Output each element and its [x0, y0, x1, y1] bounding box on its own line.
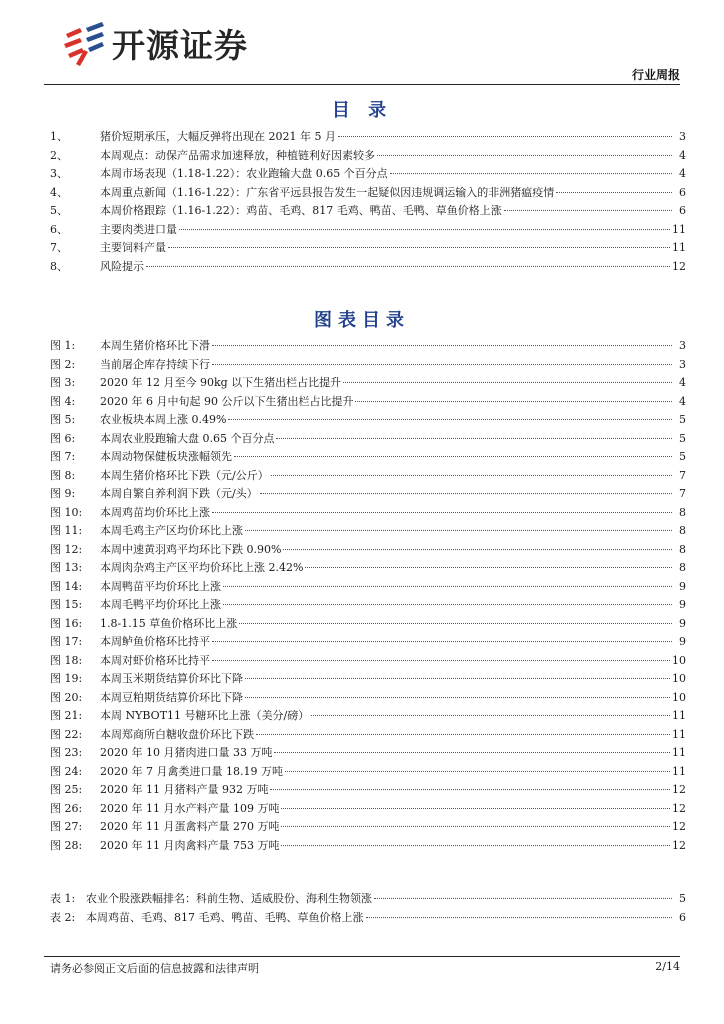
- figure-entry[interactable]: [50, 744, 686, 763]
- dot-leader: [355, 401, 672, 402]
- figure-entry-number: 图 12:: [50, 542, 83, 556]
- toc-entry[interactable]: [50, 202, 686, 221]
- figure-entry-number: 图 14:: [50, 579, 83, 593]
- figure-entry-number: 图 25:: [50, 783, 83, 796]
- dot-leader: [390, 173, 672, 174]
- figure-entry-title[interactable]: 2020 年 11 月肉禽料产量 753 万吨: [100, 838, 280, 852]
- figure-entry[interactable]: [50, 726, 686, 745]
- toc-entry-number: 7、: [50, 241, 68, 254]
- dot-leader: [146, 266, 670, 267]
- toc-entry-title[interactable]: 本周市场表现（1.18-1.22）：农业跑输大盘 0.65 个百分点: [100, 167, 388, 180]
- company-name: 开源证券: [112, 25, 248, 65]
- figure-entry-page: 9: [679, 598, 686, 611]
- figure-entry-page: 3: [679, 339, 686, 352]
- toc-entry[interactable]: [50, 239, 686, 258]
- dot-leader: [276, 438, 672, 439]
- page-number: 2/14: [655, 960, 680, 973]
- dot-leader: [366, 917, 673, 918]
- figure-entry-page: 12: [672, 801, 686, 815]
- dot-leader: [281, 826, 670, 827]
- figure-entry-page: 7: [679, 487, 686, 500]
- header-divider: [44, 84, 680, 85]
- figure-entry-number: 图 13:: [50, 561, 83, 574]
- figure-entry-page: 7: [679, 468, 686, 482]
- figure-entry[interactable]: [50, 781, 686, 800]
- figure-entry-title[interactable]: 本周郑商所白糖收盘价环比下跌: [100, 727, 254, 741]
- logo-mark-icon: [62, 20, 106, 66]
- figure-entry-number: 图 1:: [50, 339, 76, 352]
- figure-entry-title[interactable]: 本周肉杂鸡主产区平均价环比上涨 2.42%: [100, 561, 304, 574]
- toc-entry-title[interactable]: 猪价短期承压，大幅反弹将出现在 2021 年 5 月: [100, 130, 336, 143]
- dot-leader: [556, 192, 672, 193]
- figure-entry-page: 4: [679, 394, 686, 408]
- toc-entry-number: 5、: [50, 204, 68, 217]
- figure-entry-title[interactable]: 本周中速黄羽鸡平均环比下跌 0.90%: [100, 542, 282, 556]
- figure-entry-title[interactable]: 本周生猪价格环比下滑: [100, 339, 210, 352]
- figure-entry-title[interactable]: 2020 年 12 月至今 90kg 以下生猪出栏占比提升: [100, 376, 342, 389]
- figure-entry-title[interactable]: 本周自繁自养利润下跌（元/头）: [100, 487, 258, 500]
- figure-entry[interactable]: [50, 467, 686, 486]
- dot-leader: [223, 604, 672, 605]
- figure-entry[interactable]: [50, 448, 686, 467]
- toc-entry-page: 11: [672, 241, 686, 254]
- figure-entry[interactable]: [50, 689, 686, 708]
- toc-entry-title[interactable]: 风险提示: [100, 259, 144, 273]
- figure-entry-page: 9: [679, 616, 686, 630]
- dot-leader: [305, 567, 672, 568]
- figure-entry-page: 12: [672, 783, 686, 796]
- toc-entry-page: 12: [672, 259, 686, 273]
- figure-entry-number: 图 9:: [50, 487, 76, 500]
- toc-entry-number: 2、: [50, 148, 68, 162]
- figure-entry-page: 5: [679, 431, 686, 445]
- toc-entry-number: 8、: [50, 259, 68, 273]
- dot-leader: [285, 771, 670, 772]
- figure-entry[interactable]: [50, 356, 686, 375]
- figure-entry-title[interactable]: 本周毛鸡主产区均价环比上涨: [100, 524, 243, 537]
- figure-entry[interactable]: [50, 800, 686, 819]
- toc-entry-title[interactable]: 主要肉类进口量: [100, 222, 177, 236]
- figure-entry-page: 11: [672, 727, 686, 741]
- figure-entry[interactable]: [50, 411, 686, 430]
- table-entry[interactable]: [50, 909, 686, 928]
- figure-entry-page: 10: [672, 653, 686, 667]
- figure-entry[interactable]: [50, 393, 686, 412]
- figure-entry-page: 8: [679, 561, 686, 574]
- figure-entry-title[interactable]: 2020 年 11 月水产料产量 109 万吨: [100, 801, 280, 815]
- dot-leader: [260, 493, 672, 494]
- figure-entry[interactable]: [50, 837, 686, 856]
- figure-entry-page: 4: [679, 376, 686, 389]
- figure-entry[interactable]: [50, 615, 686, 634]
- toc-entry-title[interactable]: 本周价格跟踪（1.16-1.22）：鸡苗、毛鸡、817 毛鸡、鸭苗、毛鸭、草鱼价格上涨: [100, 204, 502, 217]
- figure-entry-page: 9: [679, 579, 686, 593]
- figure-entry-number: 图 17:: [50, 635, 83, 648]
- figure-entry-number: 图 4:: [50, 394, 76, 408]
- dot-leader: [504, 210, 672, 211]
- figure-entry-number: 图 22:: [50, 727, 83, 741]
- dot-leader: [281, 845, 670, 846]
- figure-entry-page: 9: [679, 635, 686, 648]
- figure-entry-number: 图 16:: [50, 616, 83, 630]
- toc-entry-page: 4: [679, 148, 686, 162]
- figure-entry-page: 8: [679, 542, 686, 556]
- figure-entry-title[interactable]: 本周生猪价格环比下跌（元/公斤）: [100, 468, 269, 482]
- figure-entry[interactable]: [50, 763, 686, 782]
- figure-entry[interactable]: [50, 578, 686, 597]
- figure-entry-title[interactable]: 本周鸡苗均价环比上涨: [100, 505, 210, 519]
- figure-entry[interactable]: [50, 541, 686, 560]
- footer-divider: [44, 956, 680, 957]
- table-entry-title[interactable]: 农业个股涨跌幅排名：科前生物、适威股份、海利生物领涨: [86, 892, 372, 905]
- toc-entry-page: 6: [679, 204, 686, 217]
- company-logo: [62, 18, 248, 68]
- figure-entry-number: 图 6:: [50, 431, 76, 445]
- toc-entry[interactable]: [50, 184, 686, 203]
- figure-entry-page: 11: [672, 709, 686, 722]
- dot-leader: [274, 752, 670, 753]
- dot-leader: [256, 734, 670, 735]
- figure-entry-page: 12: [672, 838, 686, 852]
- toc-entry-number: 6、: [50, 222, 68, 236]
- toc-entry-page: 3: [679, 130, 686, 143]
- dot-leader: [234, 456, 672, 457]
- figure-entry-number: 图 7:: [50, 450, 76, 463]
- toc-entry-number: 3、: [50, 167, 68, 180]
- dot-leader: [374, 898, 672, 899]
- figure-entry-number: 图 21:: [50, 709, 83, 722]
- figure-entry-title[interactable]: 本周对虾价格环比持平: [100, 653, 210, 667]
- figure-entry-title[interactable]: 本周豆粕期货结算价环比下降: [100, 690, 243, 704]
- figure-entry-number: 图 23:: [50, 746, 83, 759]
- toc-entry-number: 1、: [50, 130, 68, 143]
- dot-leader: [338, 136, 672, 137]
- toc-entry-title[interactable]: 本周观点：动保产品需求加速释放，种植链利好因素较多: [100, 148, 375, 162]
- figure-entry-page: 11: [672, 746, 686, 759]
- figure-entry-page: 5: [679, 413, 686, 426]
- dot-leader: [245, 530, 672, 531]
- figure-entry[interactable]: [50, 596, 686, 615]
- figure-entry-title[interactable]: 本周鸭苗平均价环比上涨: [100, 579, 221, 593]
- figure-entry-title[interactable]: 2020 年 10 月猪肉进口量 33 万吨: [100, 746, 273, 759]
- toc-entry-page: 11: [672, 222, 686, 236]
- dot-leader: [212, 345, 672, 346]
- toc-entry-title[interactable]: 本周重点新闻（1.16-1.22）：广东省平远县报告发生一起疑似因违规调运输入的非洲猪瘟疫情: [100, 185, 555, 199]
- figure-entry-title[interactable]: 本周玉米期货结算价环比下降: [100, 672, 243, 685]
- figure-entry-number: 图 18:: [50, 653, 83, 667]
- figure-entry-title[interactable]: 本周动物保健板块涨幅领先: [100, 450, 232, 463]
- tables-list: [50, 890, 686, 927]
- figure-entry-page: 8: [679, 524, 686, 537]
- table-entry-page: 6: [679, 910, 686, 924]
- dot-leader: [239, 623, 672, 624]
- figure-entry-title[interactable]: 本周毛鸭平均价环比上涨: [100, 598, 221, 611]
- figure-entry[interactable]: [50, 522, 686, 541]
- dot-leader: [168, 247, 670, 248]
- toc-entry-page: 6: [679, 185, 686, 199]
- figure-entry[interactable]: [50, 633, 686, 652]
- dot-leader: [212, 364, 672, 365]
- figure-entry-title[interactable]: 2020 年 11 月猪料产量 932 万吨: [100, 783, 269, 796]
- toc-entry-number: 4、: [50, 185, 68, 199]
- figure-entry-page: 10: [672, 690, 686, 704]
- figure-entry[interactable]: [50, 430, 686, 449]
- figure-entry-number: 图 2:: [50, 357, 76, 371]
- dot-leader: [281, 808, 670, 809]
- dot-leader: [245, 697, 670, 698]
- figure-entry-number: 图 10:: [50, 505, 83, 519]
- toc-entry[interactable]: [50, 221, 686, 240]
- figure-entry-page: 10: [672, 672, 686, 685]
- table-entry-number: 表 2:: [50, 910, 76, 924]
- figure-entry-title[interactable]: 2020 年 11 月蛋禽料产量 270 万吨: [100, 820, 280, 833]
- table-entry-number: 表 1:: [50, 892, 76, 905]
- figure-entry-title[interactable]: 本周农业股跑输大盘 0.65 个百分点: [100, 431, 275, 445]
- dot-leader: [343, 382, 672, 383]
- dot-leader: [212, 660, 670, 661]
- figure-entry-page: 3: [679, 357, 686, 371]
- figure-entry-title[interactable]: 本周鲈鱼价格环比持平: [100, 635, 210, 648]
- table-entry[interactable]: [50, 890, 686, 909]
- dot-leader: [377, 155, 672, 156]
- figure-entry[interactable]: [50, 485, 686, 504]
- figure-entry-title[interactable]: 本周 NYBOT11 号糖环比上涨（美分/磅）: [100, 709, 310, 722]
- figures-toc-heading: 图表目录: [314, 310, 410, 331]
- figure-entry[interactable]: [50, 707, 686, 726]
- figure-entry-page: 11: [672, 764, 686, 778]
- figure-entry-page: 12: [672, 820, 686, 833]
- toc-entry[interactable]: [50, 147, 686, 166]
- toc-entry-title[interactable]: 主要饲料产量: [100, 241, 166, 254]
- figure-entry-title[interactable]: 1.8-1.15 草鱼价格环比上涨: [100, 616, 238, 630]
- figure-entry-number: 图 11:: [50, 524, 83, 537]
- dot-leader: [283, 549, 672, 550]
- dot-leader: [270, 789, 670, 790]
- footer-disclaimer: 请务必参阅正文后面的信息披露和法律声明: [50, 962, 259, 975]
- figure-entry-title[interactable]: 农业板块本周上涨 0.49%: [100, 413, 227, 426]
- figure-entry-number: 图 26:: [50, 801, 83, 815]
- figure-entry-title[interactable]: 2020 年 6 月中旬起 90 公斤以下生猪出栏占比提升: [100, 394, 354, 408]
- dot-leader: [245, 678, 670, 679]
- figure-entry-number: 图 5:: [50, 413, 76, 426]
- figure-entry-number: 图 3:: [50, 376, 76, 389]
- figure-entry-number: 图 24:: [50, 764, 83, 778]
- dot-leader: [228, 419, 672, 420]
- figures-list: [50, 337, 686, 855]
- toc-entry[interactable]: [50, 165, 686, 184]
- figure-entry[interactable]: [50, 374, 686, 393]
- figure-entry-number: 图 20:: [50, 690, 83, 704]
- figure-entry-number: 图 19:: [50, 672, 83, 685]
- figure-entry-page: 5: [679, 450, 686, 463]
- figure-entry-number: 图 15:: [50, 598, 83, 611]
- figure-entry[interactable]: [50, 337, 686, 356]
- figure-entry[interactable]: [50, 670, 686, 689]
- toc-entry[interactable]: [50, 128, 686, 147]
- toc-entry-page: 4: [679, 167, 686, 180]
- page-header: [0, 0, 724, 90]
- figure-entry-number: 图 8:: [50, 468, 76, 482]
- dot-leader: [179, 229, 670, 230]
- figure-entry[interactable]: [50, 818, 686, 837]
- dot-leader: [271, 475, 672, 476]
- figure-entry-title[interactable]: 当前屠企库存持续下行: [100, 357, 210, 371]
- figure-entry-title[interactable]: 2020 年 7 月禽类进口量 18.19 万吨: [100, 764, 283, 778]
- dot-leader: [212, 641, 672, 642]
- table-entry-title[interactable]: 本周鸡苗、毛鸡、817 毛鸡、鸭苗、毛鸭、草鱼价格上涨: [86, 910, 364, 924]
- figure-entry-page: 8: [679, 505, 686, 519]
- figure-entry[interactable]: [50, 559, 686, 578]
- figure-entry-number: 图 28:: [50, 838, 83, 852]
- toc-entry[interactable]: [50, 258, 686, 277]
- table-of-contents: [50, 128, 686, 276]
- figure-entry-number: 图 27:: [50, 820, 83, 833]
- figure-entry[interactable]: [50, 504, 686, 523]
- dot-leader: [311, 715, 670, 716]
- toc-heading: 目 录: [331, 100, 393, 121]
- figure-entry[interactable]: [50, 652, 686, 671]
- table-entry-page: 5: [679, 892, 686, 905]
- dot-leader: [212, 512, 672, 513]
- dot-leader: [223, 586, 672, 587]
- report-type-label: 行业周报: [631, 68, 680, 82]
